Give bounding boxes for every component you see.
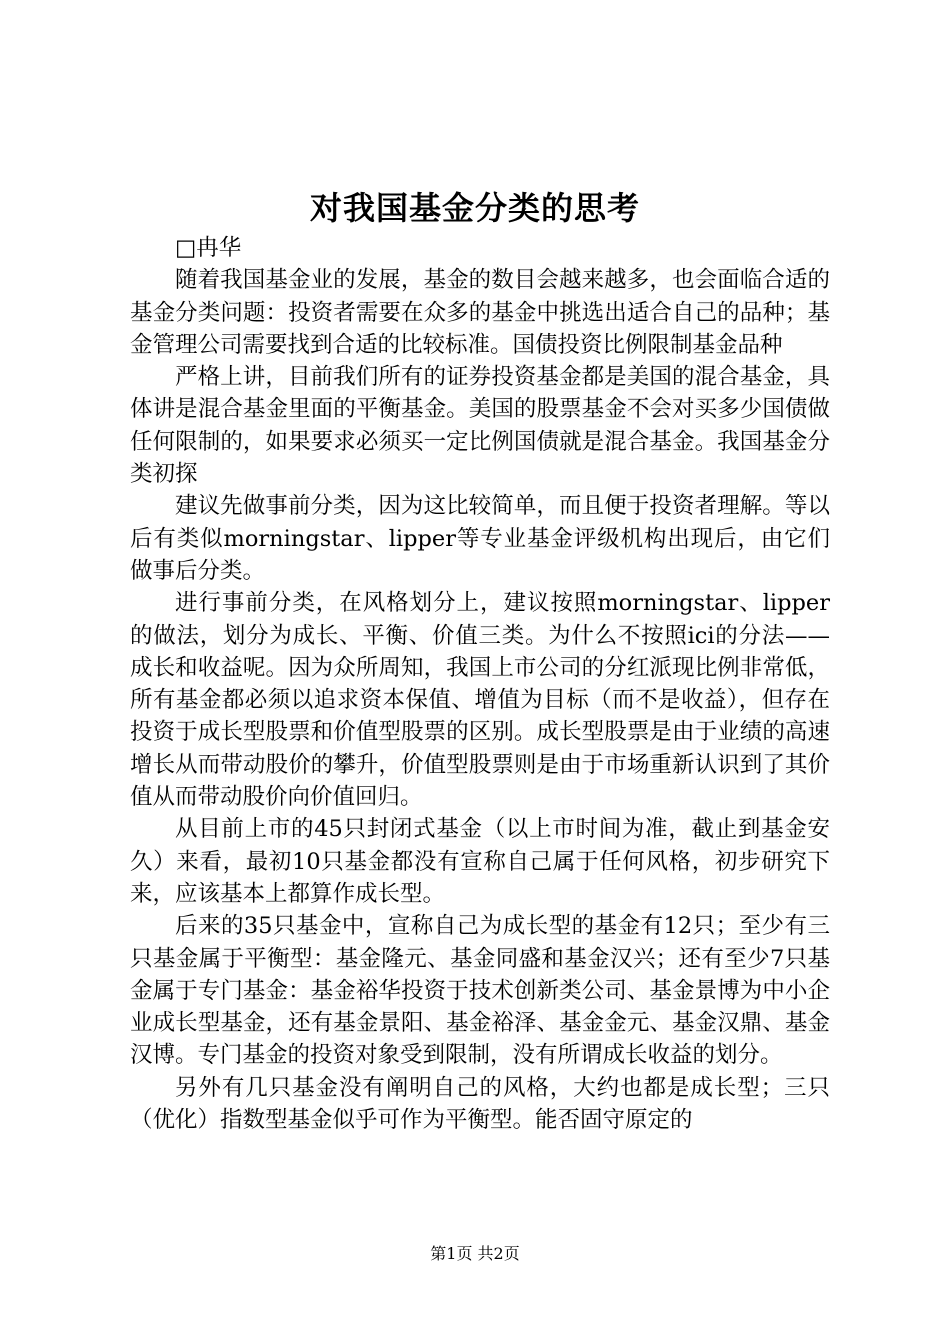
paragraph-7: 另外有几只基金没有阐明自己的风格，大约也都是成长型；三只（优化）指数型基金似乎可作为平衡型。能否固守原定的 — [130, 1074, 830, 1134]
page-footer: 第1页 共2页 — [430, 1244, 520, 1263]
paragraph-4: 进行事前分类，在风格划分上，建议按照morningstar、lipper的做法，划分为成长、平衡、价值三类。为什么不按照ici的分法——成长和收益呢。因为众所周知，我国上市公司的分红派现比例非常低，所有基金都必须以追求资本保值、增值为目标（而不是收益），但存在投资于成长型股票和价值型股票的区别。成长型股票是由于业绩的高速增长从而带动股价的攀升，价值型股票则是由于市场重新认识到了其价值从而带动股价向价值回归。 — [130, 590, 830, 811]
document-body — [130, 232, 830, 1136]
author-line: □冉华 — [175, 235, 242, 261]
document-title: 对我国基金分类的思考 — [309, 189, 640, 227]
paragraph-5: 从目前上市的45只封闭式基金（以上市时间为准，截止到基金安久）来看，最初10只基金都没有宣称自己属于任何风格，初步研究下来，应该基本上都算作成长型。 — [130, 816, 830, 907]
paragraph-3: 建议先做事前分类，因为这比较简单，而且便于投资者理解。等以后有类似morningstar、lipper等专业基金评级机构出现后，由它们做事后分类。 — [130, 493, 830, 584]
paragraph-1: 随着我国基金业的发展，基金的数目会越来越多，也会面临合适的基金分类问题：投资者需要在众多的基金中挑选出适合自己的品种；基金管理公司需要找到合适的比较标准。国债投资比例限制基金品种 — [130, 267, 830, 358]
paragraph-2: 严格上讲，目前我们所有的证券投资基金都是美国的混合基金，具体讲是混合基金里面的平衡基金。美国的股票基金不会对买多少国债做任何限制的，如果要求必须买一定比例国债就是混合基金。我国基金分类初探 — [130, 364, 830, 488]
paragraph-6: 后来的35只基金中，宣称自己为成长型的基金有12只；至少有三只基金属于平衡型：基金隆元、基金同盛和基金汉兴；还有至少7只基金属于专门基金：基金裕华投资于技术创新类公司、基金景博为中小企业成长型基金，还有基金景阳、基金裕泽、基金金元、基金汉鼎、基金汉博。专门基金的投资对象受到限制，没有所谓成长收益的划分。 — [130, 913, 830, 1069]
